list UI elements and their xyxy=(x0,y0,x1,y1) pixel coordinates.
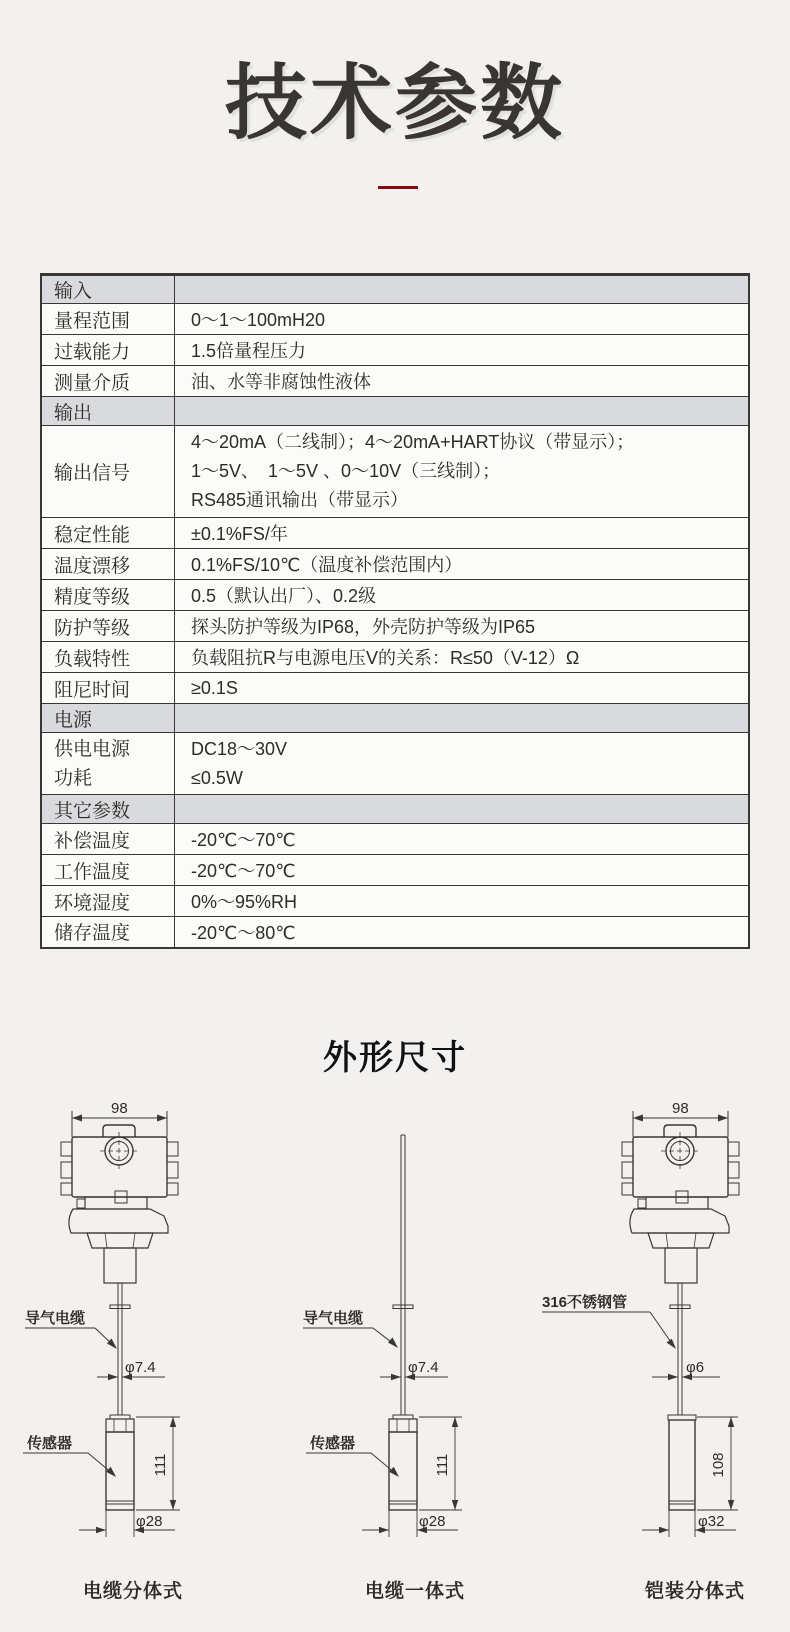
row-label: 测量介质 xyxy=(41,366,175,397)
row-value: -20℃～80℃ xyxy=(175,917,750,948)
title-accent-rule xyxy=(378,186,418,189)
table-row xyxy=(41,824,749,855)
section-spacer xyxy=(175,795,750,824)
row-value: 0～1～100mH20 xyxy=(175,304,750,335)
cable-label: 导气电缆 xyxy=(25,1310,86,1327)
drawing-armored-split xyxy=(540,1085,790,1550)
table-section-row xyxy=(41,275,749,304)
row-value: 0%～95%RH xyxy=(175,886,750,917)
table-row xyxy=(41,426,749,518)
row-value: 探头防护等级为IP68，外壳防护等级为IP65 xyxy=(175,611,750,642)
row-label: 阻尼时间 xyxy=(41,673,175,704)
sensor-height-text: 111 xyxy=(434,1453,451,1477)
sensor-dia-text: φ28 xyxy=(136,1513,163,1530)
row-value: 负载阻抗R与电源电压V的关系：R≤50（V-12）Ω xyxy=(175,642,750,673)
cable-label: 导气电缆 xyxy=(303,1310,364,1327)
sensor-label: 传感器 xyxy=(27,1435,73,1452)
width-dim-text: 98 xyxy=(111,1100,128,1117)
value-line: 1～5V、 1～5V 、0～10V（三线制）； xyxy=(191,461,501,481)
row-value: -20℃～70℃ xyxy=(175,824,750,855)
table-row xyxy=(41,580,749,611)
row-value: -20℃～70℃ xyxy=(175,855,750,886)
table-row xyxy=(41,549,749,580)
caption-armored-split: 铠装分体式 xyxy=(644,1581,745,1602)
row-label: 防护等级 xyxy=(41,611,175,642)
section-spacer xyxy=(175,397,750,426)
table-row xyxy=(41,366,749,397)
sensor-height-text: 111 xyxy=(152,1453,169,1477)
row-value xyxy=(175,426,750,518)
value-line: 4～20mA（二线制）；4～20mA+HART协议（带显示）； xyxy=(191,432,635,452)
table-section-row xyxy=(41,795,749,824)
row-label: 工作温度 xyxy=(41,855,175,886)
pipe-label: 316不锈钢管 xyxy=(542,1294,628,1311)
row-label: 稳定性能 xyxy=(41,518,175,549)
spec-table xyxy=(40,273,750,949)
row-label: 温度漂移 xyxy=(41,549,175,580)
row-label: 精度等级 xyxy=(41,580,175,611)
section-label: 输入 xyxy=(41,275,175,304)
row-label: 环境湿度 xyxy=(41,886,175,917)
sensor-dia-text: φ28 xyxy=(419,1513,446,1530)
value-line: DC18～30V xyxy=(191,738,288,759)
row-value: ≥0.1S xyxy=(175,673,750,704)
table-row xyxy=(41,886,749,917)
row-label: 负载特性 xyxy=(41,642,175,673)
table-row xyxy=(41,304,749,335)
label-line: 功耗 xyxy=(54,767,93,789)
section-label: 输出 xyxy=(41,397,175,426)
row-value: 0.5（默认出厂）、0.2级 xyxy=(175,580,750,611)
sensor-dia-text: φ32 xyxy=(698,1513,725,1530)
width-dim-text: 98 xyxy=(672,1100,689,1117)
section-spacer xyxy=(175,275,750,304)
row-label: 过载能力 xyxy=(41,335,175,366)
row-value: ±0.1%FS/年 xyxy=(175,518,750,549)
caption-cable-integrated: 电缆一体式 xyxy=(364,1581,465,1602)
section-spacer xyxy=(175,704,750,733)
label-line: 供电电源 xyxy=(54,738,131,760)
page-title: 技术参数 xyxy=(224,58,565,149)
row-value: 油、水等非腐蚀性液体 xyxy=(175,366,750,397)
sensor-label: 传感器 xyxy=(310,1435,356,1452)
drawing-cable-split xyxy=(15,1085,265,1550)
row-label: 补偿温度 xyxy=(41,824,175,855)
table-row xyxy=(41,855,749,886)
row-label xyxy=(41,733,175,795)
cable-dia-text: φ7.4 xyxy=(125,1359,156,1376)
drawing-cable-integrated xyxy=(280,1085,510,1550)
section-label: 其它参数 xyxy=(41,795,175,824)
cable-dia-text: φ7.4 xyxy=(408,1359,439,1376)
caption-cable-split: 电缆分体式 xyxy=(82,1581,183,1602)
table-row xyxy=(41,518,749,549)
value-line: RS485通讯输出（带显示） xyxy=(191,490,409,510)
row-label: 量程范围 xyxy=(41,304,175,335)
table-row xyxy=(41,733,749,795)
table-row xyxy=(41,917,749,948)
table-section-row xyxy=(41,397,749,426)
table-row xyxy=(41,673,749,704)
table-row xyxy=(41,611,749,642)
table-section-row xyxy=(41,704,749,733)
section-label: 电源 xyxy=(41,704,175,733)
sensor-height-text: 108 xyxy=(710,1452,727,1478)
row-value xyxy=(175,733,750,795)
value-line: ≤0.5W xyxy=(191,767,243,788)
row-value: 1.5倍量程压力 xyxy=(175,335,750,366)
dimensions-section-title: 外形尺寸 xyxy=(323,1039,467,1077)
table-row xyxy=(41,335,749,366)
row-value: 0.1%FS/10℃（温度补偿范围内） xyxy=(175,549,750,580)
pipe-dia-text: φ6 xyxy=(686,1359,705,1376)
row-label: 输出信号 xyxy=(41,426,175,518)
table-row xyxy=(41,642,749,673)
row-label: 储存温度 xyxy=(41,917,175,948)
